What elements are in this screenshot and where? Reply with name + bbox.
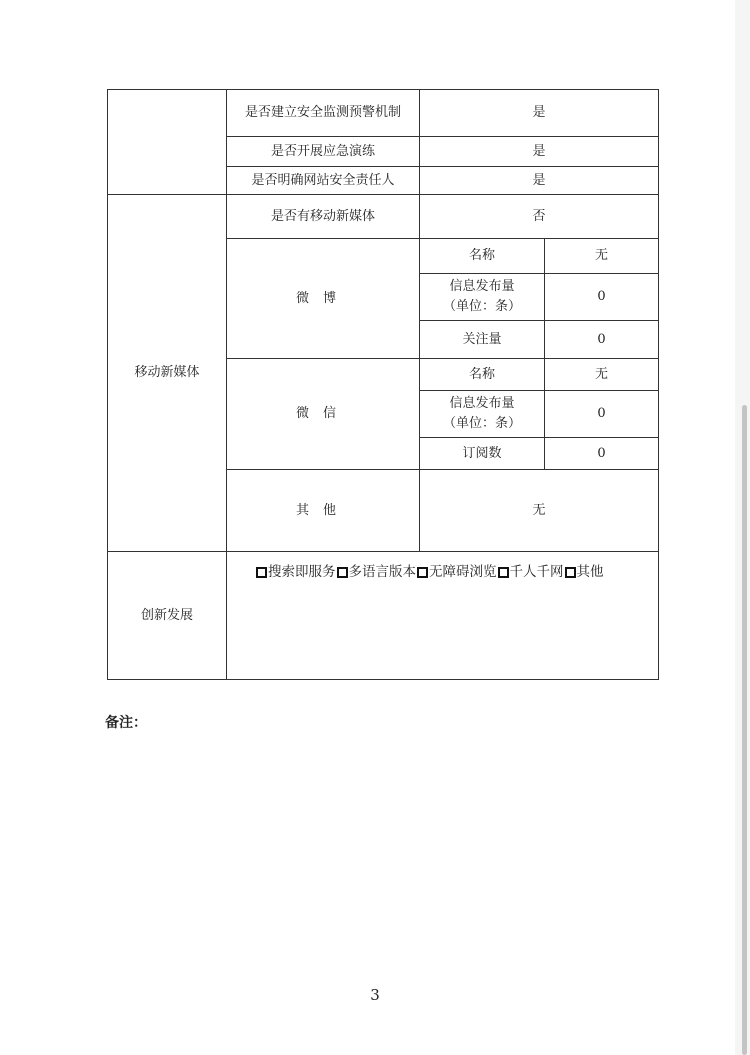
weibo-posts-label-line1: 信息发布量 — [449, 279, 515, 294]
option-search-service: 搜索即服务 — [268, 564, 336, 580]
option-accessibility: 无障碍浏览 — [429, 564, 497, 580]
weibo-name-value: 无 — [545, 239, 659, 274]
wechat-posts-value: 0 — [545, 391, 659, 438]
option-other: 其他 — [576, 564, 604, 580]
has-mobile-value: 否 — [420, 195, 659, 239]
weibo-posts-label — [420, 274, 545, 321]
option-multilingual: 多语言版本 — [348, 564, 416, 580]
wechat-subs-label: 订阅数 — [420, 438, 545, 470]
wechat-subs-value: 0 — [545, 438, 659, 470]
wechat-posts-label-line1: 信息发布量 — [449, 396, 515, 411]
has-mobile-label: 是否有移动新媒体 — [227, 195, 420, 239]
monitor-label: 是否建立安全监测预警机制 — [227, 90, 420, 137]
table-row — [108, 195, 659, 239]
scrollbar[interactable] — [742, 405, 747, 1055]
table-row — [108, 90, 659, 137]
other-label: 其他 — [227, 470, 420, 552]
wechat-label: 微信 — [227, 359, 420, 470]
weibo-followers-label: 关注量 — [420, 321, 545, 359]
checkbox-search-service[interactable] — [256, 567, 267, 578]
monitor-value: 是 — [420, 90, 659, 137]
checkbox-accessibility[interactable] — [417, 567, 428, 578]
mobile-section-label: 移动新媒体 — [108, 195, 227, 552]
innovation-options — [227, 552, 659, 680]
weibo-posts-value: 0 — [545, 274, 659, 321]
weibo-followers-value: 0 — [545, 321, 659, 359]
checkbox-multilingual[interactable] — [337, 567, 348, 578]
wechat-posts-label — [420, 391, 545, 438]
wechat-posts-label-line2: （单位：条） — [442, 416, 521, 431]
innovation-label: 创新发展 — [108, 552, 227, 680]
wechat-name-label: 名称 — [420, 359, 545, 391]
drill-label: 是否开展应急演练 — [227, 137, 420, 167]
wechat-name-value: 无 — [545, 359, 659, 391]
checkbox-personalized[interactable] — [498, 567, 509, 578]
table-row — [108, 552, 659, 680]
weibo-name-label: 名称 — [420, 239, 545, 274]
responsible-label: 是否明确网站安全责任人 — [227, 167, 420, 195]
innovation-options-line — [255, 562, 604, 582]
checkbox-other[interactable] — [565, 567, 576, 578]
weibo-posts-label-line2: （单位：条） — [442, 299, 521, 314]
responsible-value: 是 — [420, 167, 659, 195]
note-label: 备注： — [105, 715, 147, 731]
weibo-label: 微博 — [227, 239, 420, 359]
option-personalized: 千人千网 — [509, 564, 564, 580]
report-table — [107, 89, 659, 680]
page-number: 3 — [370, 986, 380, 1004]
drill-value: 是 — [420, 137, 659, 167]
other-value: 无 — [420, 470, 659, 552]
security-section-cell — [108, 90, 227, 195]
